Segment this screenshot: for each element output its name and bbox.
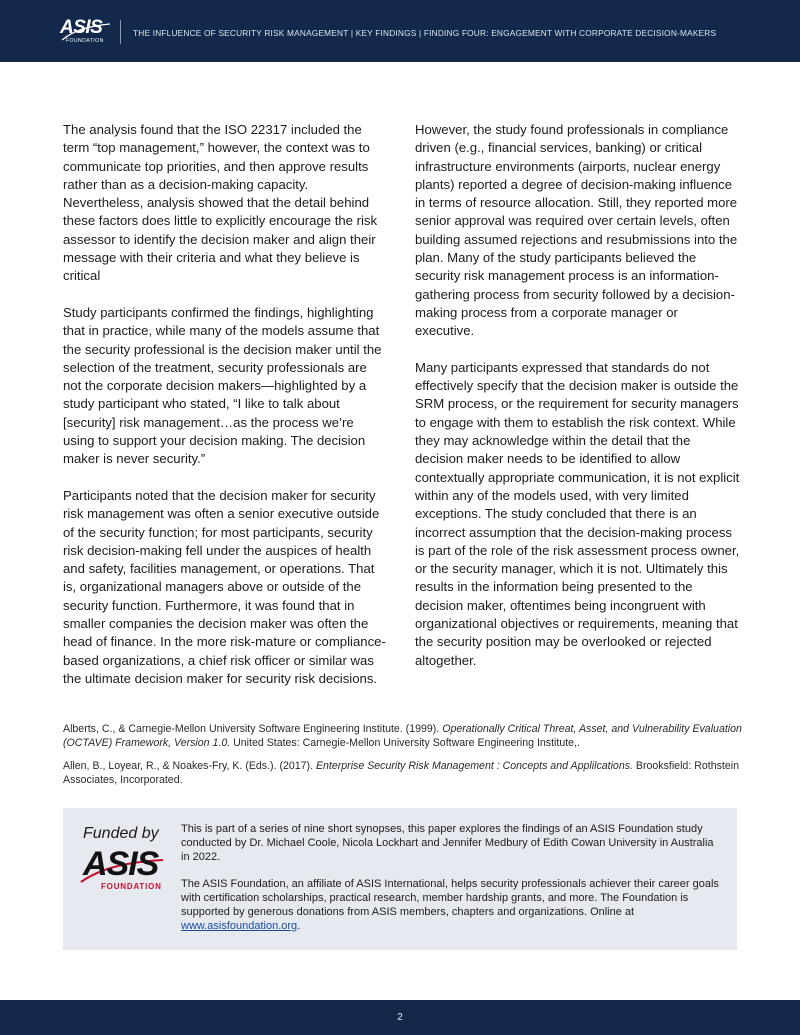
left-paragraph: Study participants confirmed the findings, highlighting that in practice, while many of the models assume that the security professional is the decision maker until the selection of the treatment, security professionals are not the corporate decision makers—highlighted by a study participant who stated, “I like to talk about [security] risk management…as the process we’re using to support your decision making. The decision maker is never security.” xyxy=(63,304,382,467)
logo-wordmark: ASIS xyxy=(83,845,159,883)
header-title: THE INFLUENCE OF SECURITY RISK MANAGEMENT | KEY FINDINGS | FINDING FOUR: ENGAGEMENT WITH CORPORATE DECISION-MAKERS xyxy=(133,28,717,38)
references xyxy=(63,723,743,797)
asis-foundation-logo xyxy=(60,18,112,46)
funding-paragraph: The ASIS Foundation, an affiliate of ASIS International, helps security professionals achiever their career goals with certification scholarships, practical research, member hardship grants, and more. The Foundation is supported by generous donations from ASIS members, chapters and organizations. Online at www.asisfoundation.org. xyxy=(181,878,719,932)
page-header xyxy=(0,0,800,62)
right-column xyxy=(415,121,740,688)
logo-subtext: FOUNDATION xyxy=(101,882,162,891)
reference-title: Enterprise Security Risk Management : Concepts and Applilcations. xyxy=(315,760,633,773)
left-paragraph: Participants noted that the decision maker for security risk management was often a senior executive outside of the security function; for most participants, security risk decision-making fell under the auspices of health and safety, facilities management, or operations. That is, organizational managers above or outside of the security function. Furthermore, it was found that in smaller companies the decision maker was often the head of finance. In the more risk-mature or compliance-based organizations, a chief risk officer or similar was the ultimate decision maker for security risk decisions. xyxy=(63,487,386,686)
header-divider xyxy=(120,20,121,44)
reference-item: Allen, B., Loyear, R., & Noakes-Fry, K. (Eds.). (2017). Enterprise Security Risk Management : Concepts and Applilcations. Brooksfield: Rothstein Associates, Incorporated. xyxy=(63,760,739,786)
funding-box xyxy=(63,808,737,950)
asis-foundation-link[interactable]: www.asisfoundation.org xyxy=(181,919,298,932)
reference-item: Alberts, C., & Carnegie-Mellon University Software Engineering Institute. (1999). Operationally Critical Threat, Asset, and Vulnerability Evaluation (OCTAVE) Framework, Version 1.0. United States: Carnegie-Mellon University Software Engineering Institute,. xyxy=(63,723,742,749)
left-paragraph: The analysis found that the ISO 22317 included the term “top management,” however, the context was to communicate top priorities, and then approve results rather than as a decision-making capacity. Nevertheless, analysis showed that the detail behind these factors does little to explicitly encourage the risk assessor to identify the decision maker and align their message with their criteria and what they believe is critical xyxy=(63,122,378,284)
logo-wordmark: ASIS xyxy=(60,17,103,38)
logo-subtext: FOUNDATION xyxy=(66,38,104,44)
funded-by-label: Funded by xyxy=(83,825,159,842)
funding-paragraph: This is part of a series of nine short synopses, this paper explores the findings of an ASIS Foundation study conducted by Dr. Michael Coole, Nicola Lockhart and Jennifer Medbury of Edith Cowan University in Australia in 2022. xyxy=(181,823,714,863)
right-paragraph: However, the study found professionals in compliance driven (e.g., financial services, banking) or critical infrastructure environments (airports, nuclear energy plants) reported a degree of decision-making influence in terms of resource allocation. Still, they reported more senior approval was required over certain levels, often building assumed rejections and resubmissions into the plan. Many of the study participants believed the security risk management process is an information-gathering process from security followed by a decision-making process from a corporate manager or executive. xyxy=(415,122,738,339)
left-column xyxy=(63,121,388,707)
asis-foundation-logo xyxy=(77,846,167,896)
page-number: 2 xyxy=(397,1012,403,1023)
right-paragraph: Many participants expressed that standards do not effectively specify that the decision maker is outside the SRM process, or the requirement for security managers to engage with them to establish the risk context. While they may acknowledge within the detail that the decision maker needs to be identified to allow contextually appropriate communication, it is not explicit within any of the models used, with very limited exceptions. The study concluded that there is an incorrect assumption that the decision-making process is part of the role of the risk assessment process owner, or the security manager, which it is not. Ultimately this results in the information being presented to the decision maker, oftentimes being incongruent with organizational objectives or requirements, meaning that the security position may be overlooked or rejected altogether. xyxy=(415,359,740,668)
page-footer xyxy=(0,1000,800,1035)
funding-text xyxy=(181,823,721,948)
reference-title: Operationally Critical Threat, Asset, and Vulnerability Evaluation (OCTAVE) Framework, Version 1.0. xyxy=(63,723,742,749)
